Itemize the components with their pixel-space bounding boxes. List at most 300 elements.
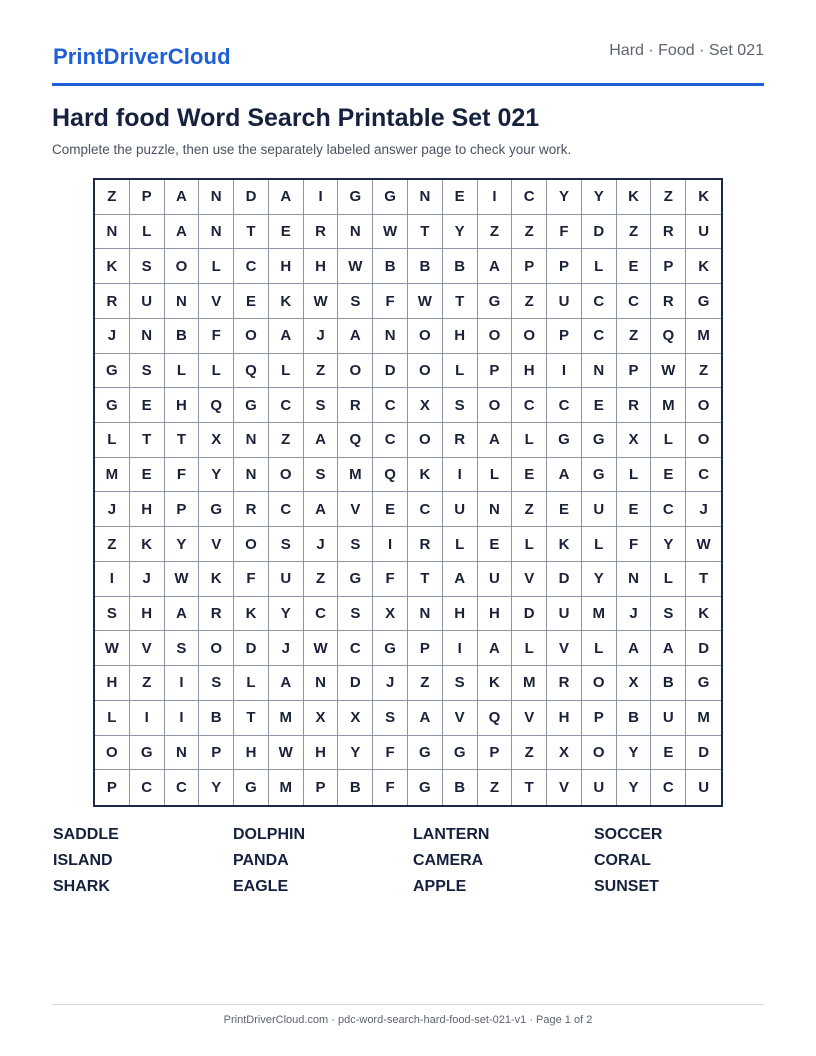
grid-cell: T [234, 215, 269, 250]
grid-cell: N [582, 354, 617, 389]
grid-cell: I [478, 180, 513, 215]
grid-cell: G [234, 388, 269, 423]
grid-cell: G [199, 492, 234, 527]
grid-cell: L [582, 249, 617, 284]
grid-cell: R [651, 284, 686, 319]
grid-cell: P [512, 249, 547, 284]
grid-cell: M [651, 388, 686, 423]
grid-cell: K [269, 284, 304, 319]
grid-cell: T [165, 423, 200, 458]
grid-cell: G [686, 666, 721, 701]
grid-cell: Q [373, 458, 408, 493]
grid-cell: G [443, 736, 478, 771]
grid-cell: X [617, 423, 652, 458]
grid-cell: O [338, 354, 373, 389]
grid-cell: Q [234, 354, 269, 389]
grid-cell: A [617, 631, 652, 666]
grid-cell: E [512, 458, 547, 493]
grid-cell: H [269, 249, 304, 284]
grid-cell: N [304, 666, 339, 701]
grid-cell: C [617, 284, 652, 319]
grid-cell: B [373, 249, 408, 284]
grid-cell: C [269, 492, 304, 527]
grid-cell: C [408, 492, 443, 527]
grid-cell: P [478, 354, 513, 389]
grid-cell: W [408, 284, 443, 319]
grid-cell: H [443, 597, 478, 632]
grid-cell: C [512, 388, 547, 423]
grid-cell: L [130, 215, 165, 250]
grid-cell: C [130, 770, 165, 805]
grid-cell: O [165, 249, 200, 284]
grid-cell: I [443, 631, 478, 666]
word-list-item: SADDLE [53, 826, 119, 843]
grid-cell: F [199, 319, 234, 354]
grid-cell: E [582, 388, 617, 423]
grid-cell: L [512, 527, 547, 562]
grid-cell: A [165, 180, 200, 215]
grid-cell: L [199, 354, 234, 389]
grid-cell: T [408, 215, 443, 250]
grid-cell: R [547, 666, 582, 701]
grid-cell: J [373, 666, 408, 701]
grid-cell: D [582, 215, 617, 250]
grid-cell: G [338, 562, 373, 597]
grid-cell: X [304, 701, 339, 736]
grid-cell: F [373, 562, 408, 597]
grid-cell: K [199, 562, 234, 597]
grid-cell: X [338, 701, 373, 736]
grid-cell: Q [199, 388, 234, 423]
grid-cell: D [234, 631, 269, 666]
word-list-item: SHARK [53, 878, 110, 895]
grid-cell: B [651, 666, 686, 701]
grid-cell: S [199, 666, 234, 701]
grid-cell: Z [512, 492, 547, 527]
grid-cell: S [338, 597, 373, 632]
grid-cell: G [408, 770, 443, 805]
grid-cell: O [478, 388, 513, 423]
grid-cell: N [234, 423, 269, 458]
grid-cell: L [512, 631, 547, 666]
grid-cell: C [373, 423, 408, 458]
grid-cell: J [95, 319, 130, 354]
grid-cell: H [130, 492, 165, 527]
grid-cell: K [617, 180, 652, 215]
grid-cell: C [338, 631, 373, 666]
grid-cell: K [130, 527, 165, 562]
grid-cell: L [582, 527, 617, 562]
grid-cell: I [165, 666, 200, 701]
grid-cell: Y [651, 527, 686, 562]
grid-cell: Z [617, 319, 652, 354]
grid-cell: M [269, 701, 304, 736]
grid-cell: E [234, 284, 269, 319]
grid-cell: E [651, 736, 686, 771]
grid-cell: Y [269, 597, 304, 632]
word-search-grid [93, 178, 723, 807]
grid-cell: C [512, 180, 547, 215]
grid-cell: K [234, 597, 269, 632]
grid-cell: C [582, 319, 617, 354]
grid-cell: M [512, 666, 547, 701]
grid-cell: H [304, 736, 339, 771]
grid-cell: A [478, 423, 513, 458]
grid-cell: O [95, 736, 130, 771]
grid-cell: Z [304, 354, 339, 389]
grid-cell: N [617, 562, 652, 597]
grid-cell: A [304, 492, 339, 527]
word-list-item: SOCCER [594, 826, 663, 843]
grid-cell: Z [95, 180, 130, 215]
grid-cell: T [234, 701, 269, 736]
grid-cell: C [547, 388, 582, 423]
grid-cell: F [373, 736, 408, 771]
grid-cell: X [408, 388, 443, 423]
grid-cell: G [234, 770, 269, 805]
grid-cell: L [165, 354, 200, 389]
grid-cell: Z [651, 180, 686, 215]
grid-cell: Y [443, 215, 478, 250]
grid-cell: L [651, 562, 686, 597]
footer-divider [52, 1004, 764, 1005]
grid-cell: A [165, 215, 200, 250]
grid-cell: O [478, 319, 513, 354]
grid-cell: F [165, 458, 200, 493]
grid-cell: N [408, 180, 443, 215]
grid-cell: R [443, 423, 478, 458]
page-footer: PrintDriverCloud.com · pdc-word-search-hard-food-set-021-v1 · Page 1 of 2 [223, 1014, 593, 1026]
grid-cell: K [547, 527, 582, 562]
grid-cell: E [373, 492, 408, 527]
grid-cell: N [199, 215, 234, 250]
grid-cell: R [234, 492, 269, 527]
grid-cell: S [95, 597, 130, 632]
grid-cell: R [617, 388, 652, 423]
grid-cell: S [443, 388, 478, 423]
grid-cell: Z [512, 215, 547, 250]
grid-cell: K [686, 180, 721, 215]
grid-cell: A [478, 631, 513, 666]
grid-cell: N [373, 319, 408, 354]
grid-cell: A [338, 319, 373, 354]
grid-cell: W [304, 284, 339, 319]
grid-cell: G [547, 423, 582, 458]
grid-cell: P [165, 492, 200, 527]
grid-cell: Z [478, 215, 513, 250]
grid-cell: L [199, 249, 234, 284]
grid-cell: U [582, 492, 617, 527]
grid-cell: G [582, 423, 617, 458]
grid-cell: O [582, 666, 617, 701]
grid-cell: C [304, 597, 339, 632]
grid-cell: O [408, 423, 443, 458]
grid-cell: Z [269, 423, 304, 458]
grid-cell: V [199, 284, 234, 319]
grid-cell: R [304, 215, 339, 250]
grid-cell: A [443, 562, 478, 597]
grid-cell: B [199, 701, 234, 736]
grid-cell: P [408, 631, 443, 666]
grid-cell: S [130, 354, 165, 389]
grid-cell: N [130, 319, 165, 354]
grid-cell: Y [165, 527, 200, 562]
word-list-item: CORAL [594, 852, 651, 869]
grid-cell: P [199, 736, 234, 771]
grid-cell: W [304, 631, 339, 666]
grid-cell: V [443, 701, 478, 736]
grid-cell: I [373, 527, 408, 562]
grid-cell: U [547, 597, 582, 632]
grid-cell: J [617, 597, 652, 632]
grid-cell: Z [95, 527, 130, 562]
grid-cell: H [95, 666, 130, 701]
grid-cell: M [95, 458, 130, 493]
grid-cell: Q [338, 423, 373, 458]
grid-cell: R [338, 388, 373, 423]
grid-cell: Z [686, 354, 721, 389]
grid-cell: X [617, 666, 652, 701]
grid-cell: R [199, 597, 234, 632]
grid-cell: L [617, 458, 652, 493]
grid-cell: P [582, 701, 617, 736]
grid-cell: M [269, 770, 304, 805]
grid-cell: Z [304, 562, 339, 597]
grid-cell: J [304, 527, 339, 562]
grid-cell: A [547, 458, 582, 493]
grid-cell: C [269, 388, 304, 423]
grid-cell: L [443, 354, 478, 389]
grid-cell: M [338, 458, 373, 493]
grid-cell: U [443, 492, 478, 527]
grid-cell: O [408, 319, 443, 354]
grid-cell: N [165, 736, 200, 771]
grid-cell: W [95, 631, 130, 666]
grid-cell: P [651, 249, 686, 284]
grid-cell: L [582, 631, 617, 666]
grid-cell: A [269, 319, 304, 354]
grid-cell: N [165, 284, 200, 319]
grid-cell: N [338, 215, 373, 250]
grid-cell: A [478, 249, 513, 284]
grid-cell: S [269, 527, 304, 562]
grid-cell: E [617, 249, 652, 284]
grid-cell: A [165, 597, 200, 632]
grid-cell: N [234, 458, 269, 493]
grid-cell: W [338, 249, 373, 284]
grid-cell: D [686, 736, 721, 771]
grid-cell: G [130, 736, 165, 771]
grid-cell: H [130, 597, 165, 632]
grid-cell: Z [130, 666, 165, 701]
grid-cell: D [512, 597, 547, 632]
grid-cell: O [686, 388, 721, 423]
grid-cell: G [373, 631, 408, 666]
grid-cell: L [95, 701, 130, 736]
grid-cell: B [617, 701, 652, 736]
grid-cell: W [651, 354, 686, 389]
grid-cell: C [651, 770, 686, 805]
grid-cell: V [199, 527, 234, 562]
grid-cell: C [165, 770, 200, 805]
word-list-item: CAMERA [413, 852, 484, 869]
grid-cell: G [373, 180, 408, 215]
grid-cell: Z [408, 666, 443, 701]
grid-cell: S [443, 666, 478, 701]
grid-cell: W [686, 527, 721, 562]
grid-cell: Q [478, 701, 513, 736]
grid-cell: S [373, 701, 408, 736]
grid-cell: J [686, 492, 721, 527]
grid-cell: W [373, 215, 408, 250]
grid-cell: P [304, 770, 339, 805]
grid-cell: F [373, 770, 408, 805]
grid-cell: H [478, 597, 513, 632]
grid-cell: K [478, 666, 513, 701]
page-title: Hard food Word Search Printable Set 021 [52, 104, 540, 132]
grid-cell: U [698, 779, 710, 797]
grid-cell: E [443, 180, 478, 215]
word-list [53, 826, 773, 904]
grid-cell: G [95, 354, 130, 389]
grid-cell: S [130, 249, 165, 284]
grid-cell: N [478, 492, 513, 527]
grid-cell: F [617, 527, 652, 562]
brand-logo[interactable]: PrintDriverCloud [53, 44, 231, 69]
page-subtitle: Complete the puzzle, then use the separately labeled answer page to check your work. [52, 142, 572, 157]
grid-cell: Y [617, 736, 652, 771]
grid-cell: V [512, 701, 547, 736]
grid-cell: F [373, 284, 408, 319]
grid-cell: A [304, 423, 339, 458]
grid-cell: N [95, 215, 130, 250]
grid-cell: I [547, 354, 582, 389]
grid-cell: K [408, 458, 443, 493]
grid-cell: K [686, 597, 721, 632]
grid-cell: A [651, 631, 686, 666]
grid-cell: Z [617, 215, 652, 250]
grid-cell: D [547, 562, 582, 597]
word-list-item: LANTERN [413, 826, 490, 843]
grid-cell: I [130, 701, 165, 736]
grid-cell: U [269, 562, 304, 597]
grid-cell: B [338, 770, 373, 805]
grid-cell: S [165, 631, 200, 666]
grid-cell: C [582, 284, 617, 319]
grid-cell: V [512, 562, 547, 597]
grid-cell: T [130, 423, 165, 458]
grid-cell: J [130, 562, 165, 597]
grid-cell: H [512, 354, 547, 389]
grid-cell: U [582, 770, 617, 805]
grid-cell: D [686, 631, 721, 666]
grid-cell: E [651, 458, 686, 493]
word-list-item: PANDA [233, 852, 289, 869]
grid-cell: A [269, 666, 304, 701]
grid-cell: R [408, 527, 443, 562]
grid-cell: O [199, 631, 234, 666]
grid-cell: V [547, 631, 582, 666]
grid-cell: P [547, 249, 582, 284]
grid-cell: G [478, 284, 513, 319]
word-list-item: APPLE [413, 878, 467, 895]
grid-cell: Z [478, 770, 513, 805]
grid-cell: F [547, 215, 582, 250]
grid-cell: C [686, 458, 721, 493]
grid-cell: M [582, 597, 617, 632]
grid-cell: N [199, 180, 234, 215]
grid-cell: W [269, 736, 304, 771]
grid-cell: U [651, 701, 686, 736]
grid-cell: E [269, 215, 304, 250]
grid-cell: G [338, 180, 373, 215]
grid-cell: O [582, 736, 617, 771]
grid-cell: J [269, 631, 304, 666]
grid-cell: M [686, 701, 721, 736]
grid-cell: H [165, 388, 200, 423]
word-list-item: DOLPHIN [233, 826, 305, 843]
word-list-item: EAGLE [233, 878, 289, 895]
grid-cell: B [408, 249, 443, 284]
grid-cell: T [686, 562, 721, 597]
grid-cell: D [373, 354, 408, 389]
grid-cell: Z [512, 736, 547, 771]
grid-cell: S [304, 388, 339, 423]
grid-cell: Y [338, 736, 373, 771]
grid-cell: E [130, 388, 165, 423]
grid-cell: I [95, 562, 130, 597]
grid-cell: S [651, 597, 686, 632]
grid-cell: T [443, 284, 478, 319]
grid-cell: C [651, 492, 686, 527]
grid-cell: P [547, 319, 582, 354]
grid-cell: P [130, 180, 165, 215]
grid-cell: C [373, 388, 408, 423]
grid-cell: I [165, 701, 200, 736]
grid-cell: E [478, 527, 513, 562]
grid-cell: O [408, 354, 443, 389]
grid-cell: H [443, 319, 478, 354]
grid-cell: I [304, 180, 339, 215]
grid-cell: O [234, 319, 269, 354]
grid-cell: Y [199, 458, 234, 493]
grid-cell: D [234, 180, 269, 215]
grid-cell: E [130, 458, 165, 493]
grid-cell: K [95, 249, 130, 284]
grid-cell: L [651, 423, 686, 458]
grid-cell: Y [547, 180, 582, 215]
grid-cell: G [408, 736, 443, 771]
grid-cell: A [269, 180, 304, 215]
grid-cell: B [443, 770, 478, 805]
grid-cell: R [95, 284, 130, 319]
grid-cell: N [408, 597, 443, 632]
grid-cell: J [304, 319, 339, 354]
grid-cell: L [443, 527, 478, 562]
grid-cell: L [95, 423, 130, 458]
grid-cell: L [234, 666, 269, 701]
grid-cell: E [547, 492, 582, 527]
grid-cell: O [269, 458, 304, 493]
grid-cell: V [130, 631, 165, 666]
grid-cell: A [408, 701, 443, 736]
grid-cell: X [373, 597, 408, 632]
word-list-item: ISLAND [53, 852, 113, 869]
grid-cell: O [234, 527, 269, 562]
grid-cell: L [269, 354, 304, 389]
grid-cell: B [165, 319, 200, 354]
grid-cell: D [338, 666, 373, 701]
